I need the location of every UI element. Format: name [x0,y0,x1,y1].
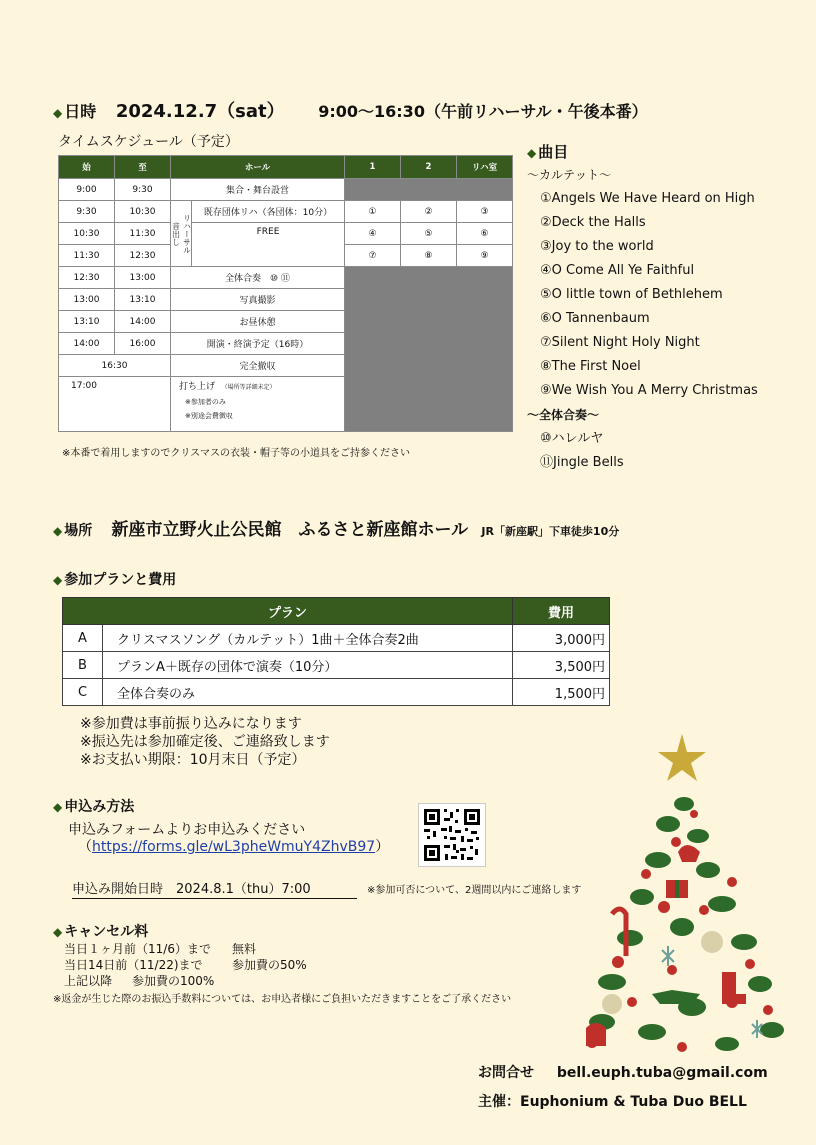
table-row [63,625,610,652]
cell-end: 10:30 [115,201,171,223]
apply-start-note: ※参加可否について、2週間以内にご連絡します [367,885,582,896]
cancel-note: ※返金が生じた際のお振込手数料については、お申込者様にご負担いただきますことをご了承ください [53,994,512,1005]
table-row [59,267,513,289]
plan-note: ※振込先は参加確定後、ご連絡致します [80,734,330,750]
cell-start: 14:00 [59,333,115,355]
table-row [63,652,610,679]
plans-title-text: 参加プランと費用 [64,572,177,588]
cell-sub: 既存団体リハ（各団体：10分） [192,201,345,223]
header-fee: 費用 [513,598,610,625]
header-start: 始 [59,156,115,179]
header-plan: プラン [63,598,513,625]
diamond-icon: ◆ [53,925,63,939]
plan-fee: 3,000円 [513,625,610,652]
star-icon [658,734,706,781]
plan-notes [80,715,330,769]
list-item: ④O Come All Ye Faithful [540,263,695,278]
plan-note: ※お支払い期限：10月末日（予定） [80,752,306,768]
plan-fee: 3,500円 [513,652,610,679]
cell-end: 9:30 [115,179,171,201]
schedule-note: ※本番で着用しますのでクリスマスの衣装・帽子等の小道具をご持参ください [62,448,410,459]
cancel-fee: 参加費の50% [232,958,307,972]
header-room1: 1 [345,156,401,179]
schedule-header-row [59,156,513,179]
cell-r1: ⑦ [345,245,401,267]
apply-start: 申込み開始日時 2024.8.1（thu）7:00 [72,878,357,899]
cell-r3: ⑨ [457,245,513,267]
schedule-table [58,155,513,432]
rehearsal-vertical-label: リハーサル [182,213,192,254]
qr-code-icon[interactable] [418,803,486,867]
venue-label: 場所 [64,523,93,539]
plan-id: A [63,625,103,652]
cell-r2: ⑤ [401,223,457,245]
sound-vertical-label: 音出し [171,221,181,246]
list-item: ⑥O Tannenbaum [540,311,650,326]
list-item: ①Angels We Have Heard on High [540,191,755,206]
cell-r3: ③ [457,201,513,223]
cell-hall: 開演・終演予定（16時） [171,333,345,355]
cancel-fee: 参加費の100% [132,974,215,988]
cell-r1: ④ [345,223,401,245]
cell-gray [345,179,513,201]
cancel-fee: 無料 [232,942,257,956]
cell-end: 13:10 [115,289,171,311]
cell-end: 13:00 [115,267,171,289]
plan-id: B [63,652,103,679]
date-time: 9:00〜16:30（午前リハーサル・午後本番） [318,102,648,121]
cancel-row [64,957,307,973]
quartet-label: 〜カルテット〜 [527,168,612,182]
list-item: ⑨We Wish You A Merry Christmas [540,383,758,398]
plan-name: プランA＋既存の団体で演奏（10分） [103,652,513,679]
cell-gray [345,267,513,432]
cell-end: 12:30 [115,245,171,267]
cell-end: 16:00 [115,333,171,355]
cell-r2: ⑧ [401,245,457,267]
cancel-when: 当日14日前（11/22)まで [64,958,203,972]
apply-url-wrap: （https://forms.gle/wL3pheWmuY4ZhvB97） [78,839,390,855]
cell-start: 13:10 [59,311,115,333]
table-row [59,201,513,223]
cancel-row [64,973,307,989]
table-row [63,679,610,706]
songs-list [527,163,758,475]
apply-line1: 申込みフォームよりお申込みください [68,822,306,838]
header-room2: 2 [401,156,457,179]
cell-end: 14:00 [115,311,171,333]
plan-name: クリスマスソング（カルテット）1曲＋全体合奏2曲 [103,625,513,652]
cell-start: 10:30 [59,223,115,245]
cancel-when: 上記以降 [64,974,113,988]
cancel-rows [64,941,307,989]
contact-label: お問合せ [478,1065,534,1081]
cell-hall: 完全撤収 [171,355,345,377]
diamond-icon: ◆ [53,800,63,814]
plans-title [53,569,176,589]
cancel-title-text: キャンセル料 [64,924,149,940]
cell-r3: ⑥ [457,223,513,245]
venue-name: 新座市立野火止公民館 ふるさと新座館ホール [111,520,469,540]
schedule-caption: タイムスケジュール（予定） [58,134,239,150]
cell-hall: 写真撮影 [171,289,345,311]
cell-start: 17:00 [59,377,171,432]
plan-id: C [63,679,103,706]
party-label: 打ち上げ [179,382,216,392]
plan-name: 全体合奏のみ [103,679,513,706]
list-item: ②Deck the Halls [540,215,646,230]
diamond-icon: ◆ [53,573,63,587]
cell-r1: ① [345,201,401,223]
cell-party [171,377,345,432]
party-small: （場所等詳細未定） [221,384,276,391]
venue-heading [53,515,619,540]
cell-start: 16:30 [59,355,171,377]
cancel-when: 当日１ヶ月前（11/6）まで [64,942,211,956]
cell-hall: 全体合奏 ⑩ ⑪ [171,267,345,289]
header-end: 至 [115,156,171,179]
date-label: 日時 [64,102,97,121]
table-row [59,223,513,245]
diamond-icon: ◆ [53,524,63,538]
ensemble-label: 〜全体合奏〜 [527,408,600,422]
plan-table [62,597,610,706]
list-item: ⑧The First Noel [540,359,641,374]
cell-start: 9:30 [59,201,115,223]
date-value: 2024.12.7（sat） [115,101,285,122]
list-item: ⑦Silent Night Holy Night [540,335,700,350]
songs-title-text: 曲目 [538,143,569,161]
organizer: 主催：Euphonium & Tuba Duo BELL [478,1094,747,1110]
cell-hall: 集合・舞台設営 [171,179,345,201]
cell-r2: ② [401,201,457,223]
contact-email: bell.euph.tuba@gmail.com [556,1065,768,1081]
date-heading [53,97,648,123]
list-item: ⑩ハレルヤ [540,431,604,446]
cell-start: 13:00 [59,289,115,311]
plan-fee: 1,500円 [513,679,610,706]
cell-start: 9:00 [59,179,115,201]
party-note-2: ※別途会費徴収 [185,412,233,420]
apply-title-text: 申込み方法 [64,799,135,815]
venue-access: JR「新座駅」下車徒歩10分 [481,525,620,538]
cell-start: 12:30 [59,267,115,289]
plan-note: ※参加費は事前振り込みになります [80,716,302,732]
table-row [59,179,513,201]
list-item: ③Joy to the world [540,239,654,254]
apply-url-link[interactable]: https://forms.gle/wL3pheWmuY4ZhvB97 [92,839,376,855]
cell-start: 11:30 [59,245,115,267]
list-item: ⑤O little town of Bethlehem [540,287,723,302]
cancel-row [64,941,307,957]
cell-end: 11:30 [115,223,171,245]
header-hall: ホール [171,156,345,179]
header-reha: リハ室 [457,156,513,179]
christmas-tree-icon [572,732,792,1057]
party-note-1: ※参加者のみ [185,398,226,406]
list-item: ⑪Jingle Bells [540,455,624,470]
plan-header-row [63,598,610,625]
cell-sub-free: FREE [192,223,345,267]
diamond-icon: ◆ [53,106,63,120]
contact-line [478,1062,768,1082]
diamond-icon: ◆ [527,146,537,160]
cancel-title [53,921,148,941]
cell-rehearsal-vertical [171,201,192,267]
apply-title [53,796,134,816]
songs-title [527,141,568,162]
cell-hall: お昼休憩 [171,311,345,333]
